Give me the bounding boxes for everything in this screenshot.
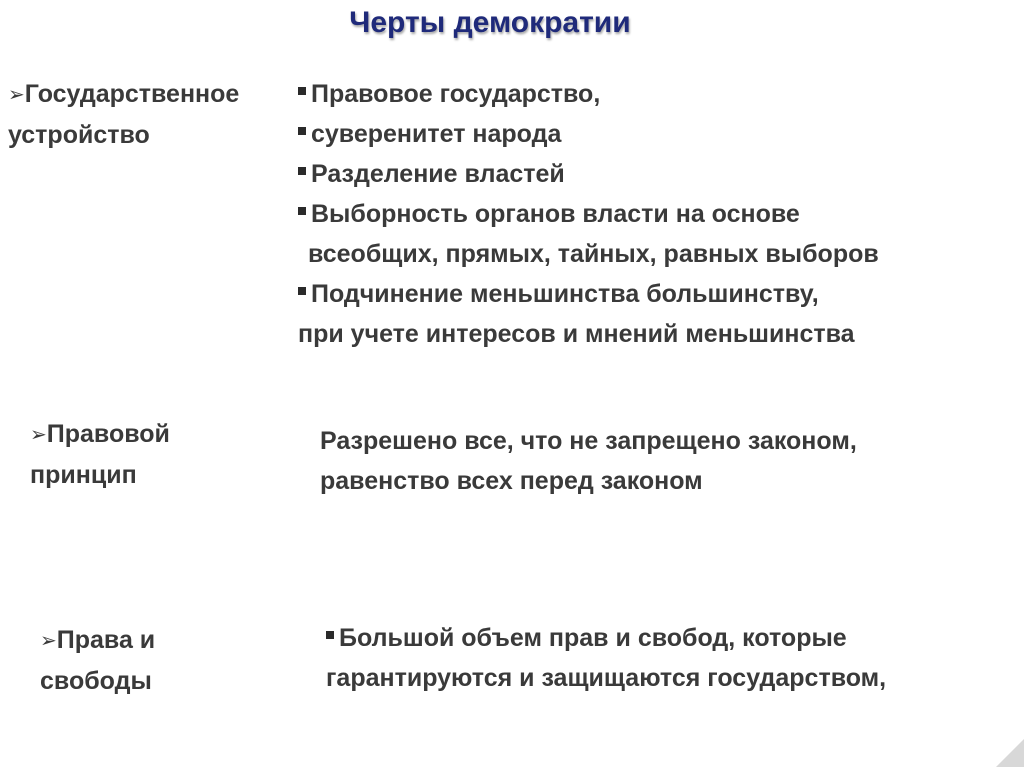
term-line: свободы [40,667,152,695]
term-rights-freedoms [40,620,155,701]
square-bullet-icon [298,127,306,135]
desc-legal-principle [320,421,857,501]
term-line: Права и [56,626,156,654]
desc-line: равенство всех перед законом [320,467,703,495]
list-item: Разделение властей [298,154,879,194]
arrow-bullet-icon: ➢ [30,424,47,446]
square-bullet-icon [326,631,334,639]
desc-line: Разрешено все, что не запрещено законом, [320,427,857,455]
square-bullet-icon [298,287,306,295]
square-bullet-icon [298,87,306,95]
list-item: Выборность органов власти на основе [298,194,879,234]
term-legal-principle [30,414,170,495]
square-bullet-icon [298,207,306,215]
arrow-bullet-icon: ➢ [40,630,57,652]
list-item: суверенитет народа [298,114,879,154]
list-item: Правовое государство, [298,74,879,114]
list-item-continuation: гарантируются и защищаются государством, [326,664,887,692]
slide-title: Черты демократии [349,6,631,39]
term-line: устройство [8,121,150,149]
desc-rights-freedoms [326,618,886,698]
list-item: Большой объем прав и свобод, которые [326,618,886,658]
arrow-bullet-icon: ➢ [8,84,25,106]
term-line: Государственное [24,80,240,108]
square-bullet-icon [298,167,306,175]
list-item: Подчинение меньшинства большинству, [298,274,879,314]
list-item-continuation: всеобщих, прямых, тайных, равных выборов [308,240,879,268]
term-state-structure [8,74,239,155]
list-item-continuation: при учете интересов и мнений меньшинства [298,320,855,348]
desc-state-structure [298,74,879,354]
term-line: Правовой [46,420,170,448]
term-line: принцип [30,461,137,489]
page-curl-decoration [996,739,1024,767]
